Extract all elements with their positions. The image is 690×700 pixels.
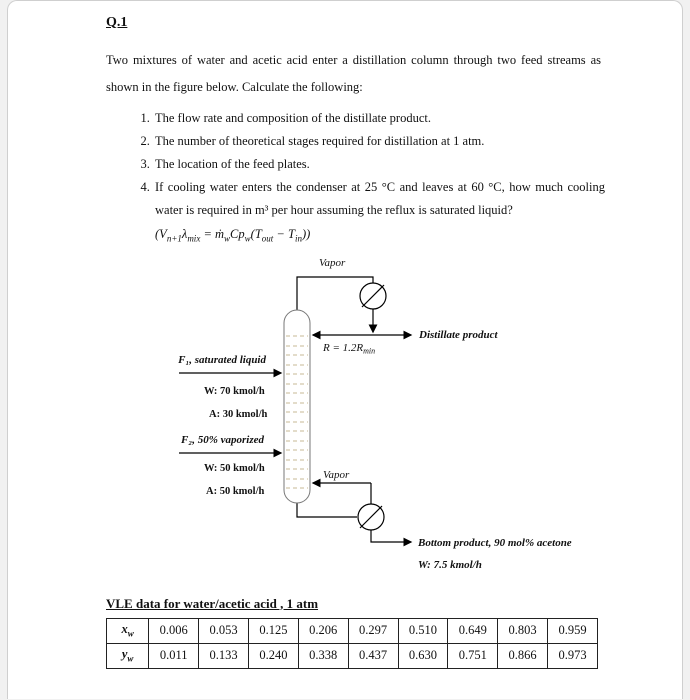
vle-value: 0.866 [498,643,548,668]
question-text-4: If cooling water enters the condenser at 25 °C and leaves at 60 °C, how much cooling water is required in m³ per hour assuming the reflux is saturated liquid? [155,180,605,218]
vle-value: 0.006 [149,618,199,643]
feed2-water-label: W: 50 kmol/h [204,462,265,474]
feed1-label: F₁, saturated liquid [178,353,266,366]
bottom-product-line [371,530,411,542]
question-title: Q.1 [106,15,128,30]
bottom-product-water-label: W: 7.5 kmol/h [418,558,482,571]
question-item-4 [153,176,605,247]
feed1-acid-label: A: 30 kmol/h [209,408,268,420]
vle-value: 0.206 [298,618,348,643]
feed1-water-label: W: 70 kmol/h [204,385,265,397]
column-body [284,310,310,503]
vle-value: 0.510 [398,618,448,643]
question-item-2 [153,130,605,153]
vle-value: 0.803 [498,618,548,643]
bottom-vapor-label: Vapor [323,468,350,481]
feed2-acid-label: A: 50 kmol/h [206,485,265,497]
question-text-2: The number of theoretical stages required for distillation at 1 atm. [155,133,485,148]
figure [101,250,598,590]
feed2-label: F₂, 50% vaporized [181,433,264,446]
question-item-1 [153,107,605,130]
vle-value: 0.751 [448,643,498,668]
question-list [106,107,605,248]
reflux-ratio-label: $R = 1.2R_{min}$ [323,341,376,356]
reflux-heat-formula: ($V_{n+1}\lambda_{mix}$ = $ṁ_wCp_w(T_{out} - T_{in})$) [155,227,311,244]
vle-row-y [107,643,598,668]
document-page [7,0,683,699]
top-vapor-label: Vapor [319,256,346,269]
page-content [8,1,682,669]
distillation-diagram [101,250,621,590]
vle-row-header-x: $x_w$ [107,618,149,643]
bottoms-liquid-line [297,503,357,517]
vle-value: 0.133 [199,643,249,668]
vle-row-x [107,618,598,643]
vle-table-title: VLE data for water/acetic acid , 1 atm [106,595,319,611]
vle-value: 0.125 [248,618,298,643]
vle-value: 0.053 [199,618,249,643]
vle-value: 0.240 [248,643,298,668]
vle-value: 0.297 [348,618,398,643]
vle-value: 0.630 [398,643,448,668]
vle-value: 0.959 [548,618,598,643]
distillate-label: Distillate product [419,328,498,341]
vle-value: 0.649 [448,618,498,643]
question-item-3 [153,153,605,176]
vle-row-header-y: $y_w$ [107,643,149,668]
vle-value: 0.437 [348,643,398,668]
bottom-product-label: Bottom product, 90 mol% acetone [418,536,572,549]
vle-value: 0.338 [298,643,348,668]
question-text-3: The location of the feed plates. [155,157,310,171]
vle-value: 0.011 [149,643,199,668]
vle-table [106,618,598,669]
intro-paragraph: Two mixtures of water and acetic acid enter a distillation column through two feed streams as shown in the figure below. Calculate the following: [106,53,601,94]
vle-value: 0.973 [548,643,598,668]
question-text-1: The flow rate and composition of the distillate product. [155,110,431,125]
